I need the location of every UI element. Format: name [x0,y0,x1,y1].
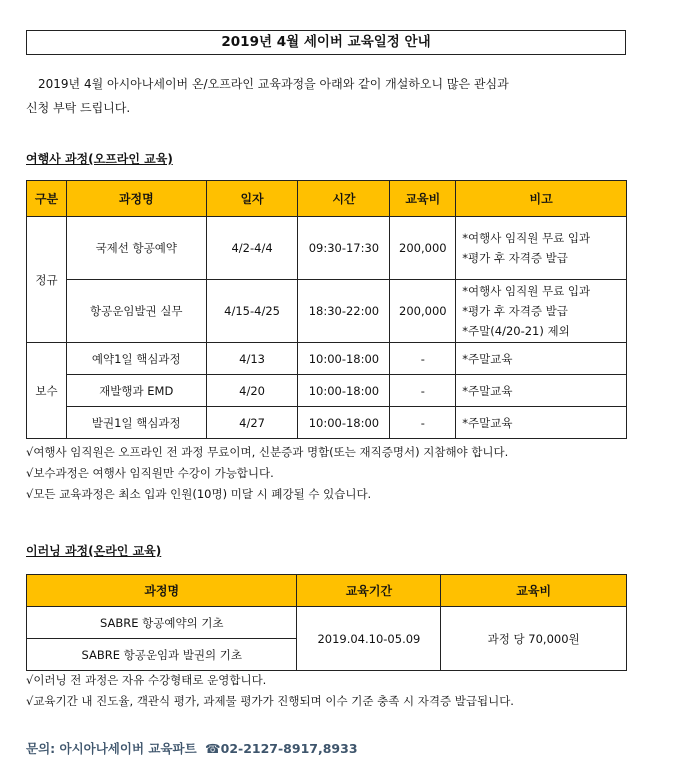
offline-footnotes [26,442,508,505]
group-refresher: 보수 [27,343,67,439]
contact-phone: 02-2127-8917,8933 [220,741,358,756]
course-name: 발권1일 핵심과정 [66,407,206,439]
course-name: SABRE 항공예약의 기초 [27,607,297,639]
table-row [27,375,627,407]
remark-line: *주말교육 [462,351,513,366]
online-section-title: 이러닝 과정(온라인 교육) [26,544,162,558]
table-row [27,407,627,439]
course-fee: - [390,407,456,439]
course-fee: 200,000 [390,217,456,280]
remark-line: *평가 후 자격증 발급 [462,304,568,318]
intro-text [26,72,646,120]
header-category: 구분 [27,181,67,217]
course-time: 18:30-22:00 [298,280,390,343]
table-row [27,217,627,280]
header-time: 시간 [298,181,390,217]
course-time: 10:00-18:00 [298,407,390,439]
course-period: 2019.04.10-05.09 [297,607,441,671]
header-course: 과정명 [27,575,297,607]
table-header-row [27,181,627,217]
table-row [27,280,627,343]
remark-line: *여행사 임직원 무료 입과 [462,231,591,245]
course-time: 09:30-17:30 [298,217,390,280]
course-date: 4/15-4/25 [206,280,298,343]
course-remarks [456,343,627,375]
course-remarks [456,375,627,407]
course-name: 예약1일 핵심과정 [66,343,206,375]
course-fee: 200,000 [390,280,456,343]
online-footnotes [26,670,514,712]
course-name: 재발행과 EMD [66,375,206,407]
course-remarks [456,280,627,343]
footnote: √모든 교육과정은 최소 입과 인원(10명) 미달 시 폐강될 수 있습니다. [26,487,372,501]
remark-line: *여행사 임직원 무료 입과 [462,284,591,298]
contact-label: 문의: 아시아나세이버 교육파트 [26,741,197,756]
header-fee: 교육비 [390,181,456,217]
group-regular: 정규 [27,217,67,343]
course-fee: - [390,343,456,375]
table-row [27,607,627,639]
intro-line-1: 2019년 4월 아시아나세이버 온/오프라인 교육과정을 아래와 같이 개설하오니 많은 관심과 [38,77,509,91]
remark-line: *주말교육 [462,383,513,398]
header-fee: 교육비 [441,575,627,607]
footnote: √여행사 임직원은 오프라인 전 과정 무료이며, 신분증과 명함(또는 재직증명서) 지참해야 합니다. [26,445,509,459]
course-remarks [456,407,627,439]
course-name: SABRE 항공운임과 발권의 기초 [27,639,297,671]
remark-line: *평가 후 자격증 발급 [462,251,568,265]
course-date: 4/27 [206,407,298,439]
course-name: 국제선 항공예약 [66,217,206,280]
remark-line: *주말교육 [462,415,513,430]
page-title: 2019년 4월 세이버 교육일정 안내 [26,30,626,55]
header-remarks: 비고 [456,181,627,217]
course-date: 4/13 [206,343,298,375]
course-time: 10:00-18:00 [298,375,390,407]
course-name: 항공운임발권 실무 [66,280,206,343]
table-row [27,343,627,375]
table-header-row [27,575,627,607]
offline-schedule-table [26,180,627,439]
course-fee: - [390,375,456,407]
course-time: 10:00-18:00 [298,343,390,375]
remark-line: *주말(4/20-21) 제외 [462,324,570,338]
header-course: 과정명 [66,181,206,217]
header-date: 일자 [206,181,298,217]
intro-line-2: 신청 부탁 드립니다. [26,101,131,115]
header-period: 교육기간 [297,575,441,607]
footnote: √보수과정은 여행사 임직원만 수강이 가능합니다. [26,466,274,480]
course-fee: 과정 당 70,000원 [441,607,627,671]
contact-line [26,739,358,757]
offline-section-title: 여행사 과정(오프라인 교육) [26,152,173,166]
online-course-table [26,574,627,671]
phone-icon: ☎ [205,741,221,756]
footnote: √교육기간 내 진도율, 객관식 평가, 과제물 평가가 진행되며 이수 기준 충족 시 자격증 발급됩니다. [26,694,514,708]
course-date: 4/2-4/4 [206,217,298,280]
course-remarks [456,217,627,280]
footnote: √이러닝 전 과정은 자유 수강형태로 운영합니다. [26,673,267,687]
course-date: 4/20 [206,375,298,407]
